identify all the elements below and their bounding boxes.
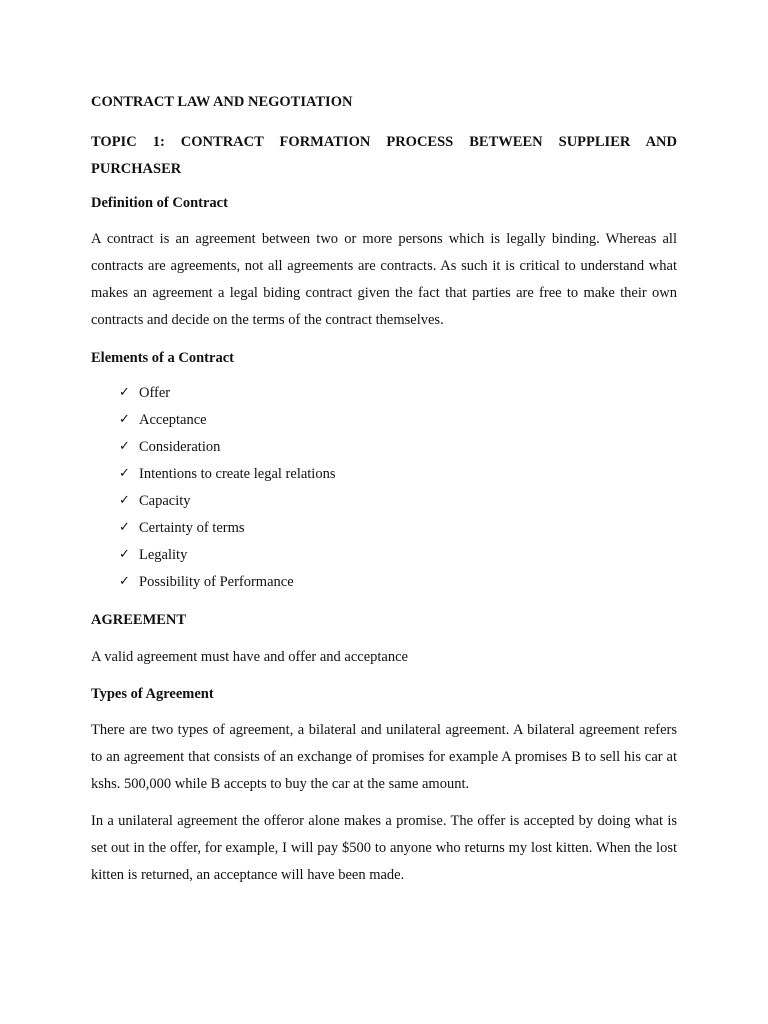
list-item-label: Possibility of Performance	[139, 574, 294, 590]
list-item	[119, 492, 335, 519]
topic-heading: TOPIC 1: CONTRACT FORMATION PROCESS BETWEEN SUPPLIER AND PURCHASER	[91, 134, 677, 177]
list-item-label: Acceptance	[139, 412, 207, 428]
check-icon: ✓	[119, 574, 130, 589]
list-item-label: Consideration	[139, 439, 221, 455]
list-item	[119, 384, 335, 411]
check-icon: ✓	[119, 412, 130, 427]
elements-heading: Elements of a Contract	[91, 350, 234, 366]
list-item	[119, 519, 335, 546]
list-item	[119, 546, 335, 573]
check-icon: ✓	[119, 520, 130, 535]
types-heading: Types of Agreement	[91, 686, 214, 702]
list-item-label: Legality	[139, 547, 188, 563]
list-item-label: Offer	[139, 385, 171, 401]
document-title: CONTRACT LAW AND NEGOTIATION	[91, 94, 353, 110]
check-icon: ✓	[119, 493, 130, 508]
list-item	[119, 411, 335, 438]
check-icon: ✓	[119, 466, 130, 481]
list-item	[119, 573, 335, 600]
list-item-label: Capacity	[139, 493, 191, 509]
list-item-label: Certainty of terms	[139, 520, 245, 536]
agreement-heading: AGREEMENT	[91, 612, 187, 628]
definition-paragraph: A contract is an agreement between two or more persons which is legally binding. Whereas all contracts are agreements, not all agreements are contracts. As such it is critical to understand what makes an agreement a legal biding contract given the fact that parties are free to make their own contracts and decide on the terms of the contract themselves.	[91, 231, 677, 328]
list-item-label: Intentions to create legal relations	[139, 466, 336, 482]
check-icon: ✓	[119, 439, 130, 454]
check-icon: ✓	[119, 547, 130, 562]
list-item	[119, 465, 335, 492]
list-item	[119, 438, 335, 465]
check-icon: ✓	[119, 385, 130, 400]
elements-list	[119, 384, 335, 600]
agreement-paragraph: A valid agreement must have and offer and acceptance	[91, 649, 408, 665]
types-paragraph-unilateral: In a unilateral agreement the offeror alone makes a promise. The offer is accepted by doing what is set out in the offer, for example, I will pay $500 to anyone who returns my lost kitten. When the lost kitten is returned, an acceptance will have been made.	[91, 813, 677, 883]
types-paragraph-bilateral: There are two types of agreement, a bilateral and unilateral agreement. A bilateral agreement refers to an agreement that consists of an exchange of promises for example A promises B to sell his car at kshs. 500,000 while B accepts to buy the car at the same amount.	[91, 722, 677, 792]
definition-heading: Definition of Contract	[91, 195, 228, 211]
